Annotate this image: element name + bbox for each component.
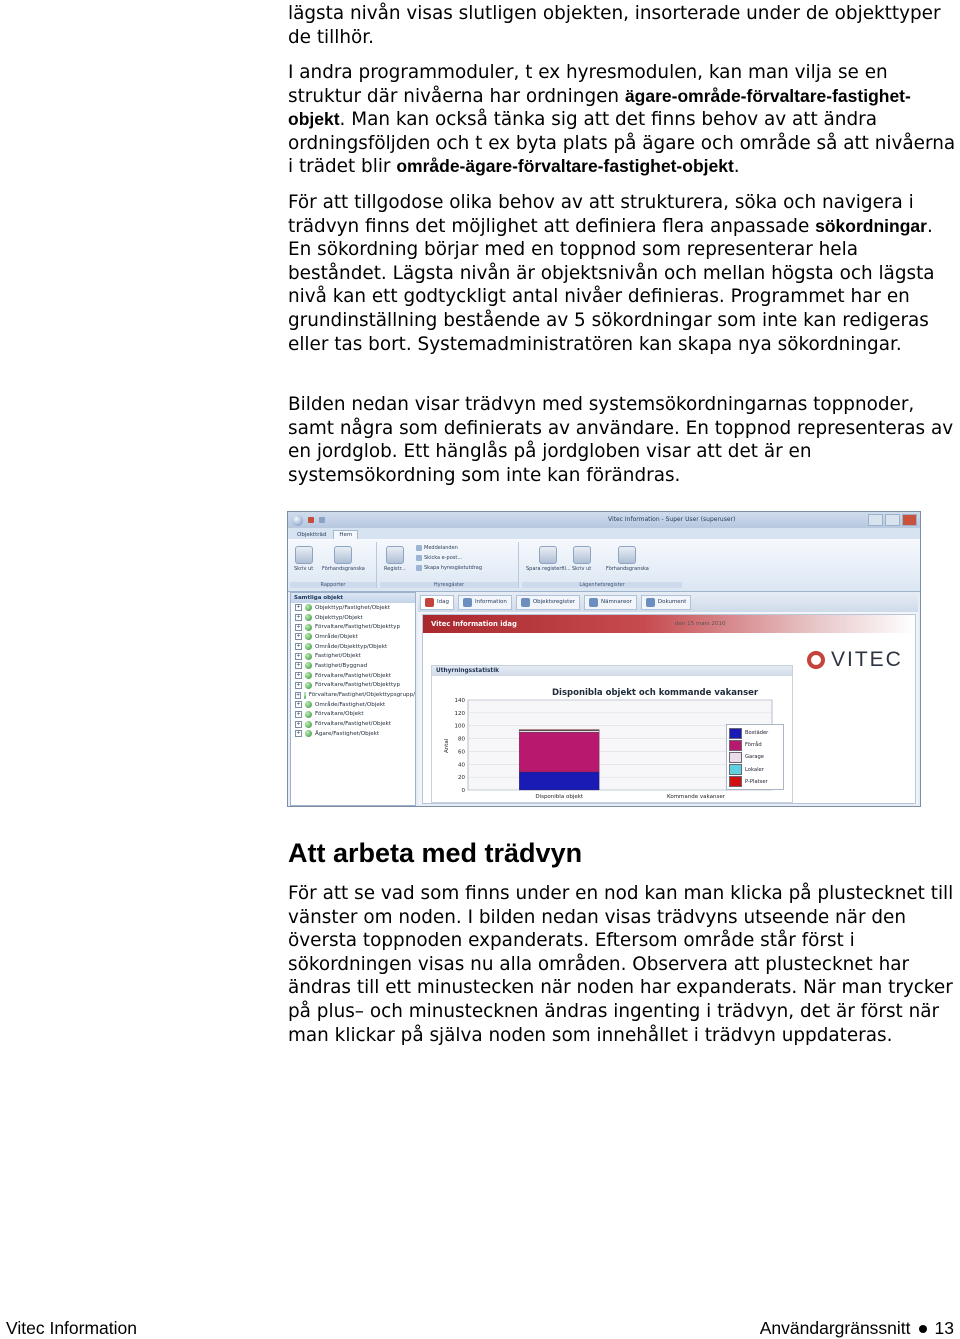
ribbon-group-apartments xyxy=(522,542,682,588)
bar-segment xyxy=(519,732,599,772)
quick-access-icon xyxy=(319,517,325,523)
tree-node-label: Objekttyp/Fastighet/Objekt xyxy=(315,604,391,611)
window-buttons xyxy=(868,514,917,526)
tree-node[interactable] xyxy=(291,603,415,613)
tree-node-label: Förvaltare/Fastighet/Objekt xyxy=(315,721,391,728)
legend-swatch xyxy=(729,740,742,751)
application-screenshot xyxy=(287,511,921,807)
tab-icon xyxy=(646,598,655,607)
tree-node[interactable] xyxy=(291,671,415,681)
globe-icon xyxy=(305,721,312,728)
today-panel xyxy=(422,614,916,804)
window-titlebar xyxy=(288,512,920,528)
expand-plus-icon[interactable]: + xyxy=(296,710,301,717)
printer-icon xyxy=(295,546,313,564)
tree-node-label: Förvaltare/Fastighet/Objekt xyxy=(315,672,391,679)
tree-node[interactable] xyxy=(291,690,415,700)
tree-node[interactable] xyxy=(291,632,415,642)
tab-icon xyxy=(425,598,434,607)
legend-swatch xyxy=(729,764,742,775)
register-label: Registr... xyxy=(384,566,406,572)
messages-label: Meddelanden xyxy=(424,545,458,551)
expand-plus-icon[interactable]: + xyxy=(296,662,301,669)
tab-icon xyxy=(521,598,530,607)
tree-list xyxy=(291,603,415,739)
preview-icon xyxy=(618,546,636,564)
legend-item xyxy=(729,751,781,763)
legend-swatch xyxy=(729,776,742,787)
globe-icon xyxy=(305,653,312,660)
page-number: 13 xyxy=(934,1318,954,1338)
globe-icon xyxy=(305,643,312,650)
y-tick-label: 80 xyxy=(458,736,465,743)
tree-node[interactable] xyxy=(291,642,415,652)
tree-node-label: Område/Fastighet/Objekt xyxy=(315,701,386,708)
today-date: den 15 mars 2010 xyxy=(675,621,726,627)
tree-node-label: Förvaltare/Fastighet/Objekttypsgrupp/ xyxy=(308,692,415,699)
bar-segment xyxy=(519,772,599,790)
email-button xyxy=(416,555,462,561)
save-register-label: Spara registerfil... xyxy=(526,566,571,572)
legend-label: Förråd xyxy=(745,742,762,749)
paragraph-text: I andra programmoduler, t ex hyresmodulen, kan man vilja se en struktur där nivåerna har ordningen xyxy=(288,62,888,107)
ribbon-tab-objekttrad: Objektträd xyxy=(297,532,327,538)
legend-item xyxy=(729,739,781,751)
tree-node-label: Förvaltare/Fastighet/Objekttyp xyxy=(315,624,401,631)
tree-node[interactable] xyxy=(291,729,415,739)
globe-icon xyxy=(305,633,312,640)
globe-icon xyxy=(305,701,312,708)
legend-item xyxy=(729,727,781,739)
tab-icon xyxy=(463,598,472,607)
ribbon-tabs xyxy=(288,528,920,539)
x-tick-label: Kommande vakanser xyxy=(667,794,725,800)
chart-legend xyxy=(726,724,784,790)
tree-node-label: Område/Objekt xyxy=(315,633,358,640)
expand-plus-icon[interactable]: + xyxy=(296,720,301,727)
legend-label: P-Platser xyxy=(745,778,768,785)
ribbon-group-tenants xyxy=(380,542,519,588)
save-register-button xyxy=(526,546,571,572)
print2-label: Skriv ut xyxy=(572,566,592,572)
message-icon xyxy=(416,545,422,551)
paragraph-text: Bilden nedan visar trädvyn med systemsökordningarnas toppnoder, samt några som definierats av användare. En toppnod representeras av en jordglob. Ett hänglås på jordgloben visar att det är en systemsökordning som inte kan förändras. xyxy=(288,394,954,486)
tree-node[interactable] xyxy=(291,661,415,671)
tree-header: Samtliga objekt xyxy=(291,593,415,603)
legend-swatch xyxy=(729,752,742,763)
group-label: Lägenhetsregister xyxy=(522,582,682,588)
expand-plus-icon[interactable]: + xyxy=(296,604,301,611)
minimize-icon xyxy=(868,514,883,526)
tab-label: Information xyxy=(474,599,507,605)
main-tab[interactable] xyxy=(516,595,580,610)
ribbon-group-reports xyxy=(290,542,377,588)
tree-node-label: Objekttyp/Objekt xyxy=(315,614,363,621)
main-tab[interactable] xyxy=(584,595,637,610)
globe-icon xyxy=(305,662,312,669)
section-heading: Att arbeta med trädvyn xyxy=(288,838,583,868)
preview-button xyxy=(322,546,365,572)
legend-item xyxy=(729,776,781,788)
register-button xyxy=(384,546,406,572)
today-title: Vitec Information idag xyxy=(423,615,915,633)
ribbon xyxy=(288,539,920,592)
bold-term: område-ägare-förvaltare-fastighet-objekt xyxy=(396,156,734,177)
tree-node-label: Förvaltare/Objekt xyxy=(315,711,364,718)
preview-label: Förhandsgranska xyxy=(322,566,365,572)
footer-left: Vitec Information xyxy=(6,1318,137,1338)
window-title: Vitec Information - Super User (superuser) xyxy=(608,516,736,523)
bar-segment xyxy=(519,730,599,731)
y-tick-label: 140 xyxy=(454,698,465,704)
paragraph-search-orders xyxy=(288,191,956,356)
main-tabs xyxy=(418,592,918,612)
expand-plus-icon[interactable]: + xyxy=(296,730,301,737)
expand-plus-icon[interactable]: + xyxy=(296,672,301,679)
tree-node[interactable] xyxy=(291,613,415,623)
tab-icon xyxy=(589,598,598,607)
tab-label: Nämnareor xyxy=(600,599,632,605)
paragraph-text: För att se vad som finns under en nod kan man klicka på plustecknet till vänster om noden. I bilden nedan visas trädvyns utseende när den översta toppnoden expanderats. Eftersom område står först i sökordningen visas nu alla områden. Observera att plustecknet har ändras till ett minustecken när noden har expanderats. När man trycker på plus– och minustecknen ändras ingenting i trädvyn, det är först när man klickar på själva noden som innehållet i trädvyn uppdateras. xyxy=(288,883,954,1046)
globe-icon xyxy=(305,730,312,737)
y-tick-label: 100 xyxy=(454,723,465,730)
tree-pane xyxy=(290,592,416,806)
expand-plus-icon[interactable]: + xyxy=(296,633,301,640)
paragraph-text: lägsta nivån visas slutligen objekten, insorterade under de objekttyper de tillhör. xyxy=(288,3,941,48)
tree-node[interactable] xyxy=(291,700,415,710)
expand-plus-icon[interactable]: + xyxy=(296,614,301,621)
footer-section: Användargränssnitt xyxy=(759,1318,911,1338)
ribbon-tab-hem: Hem xyxy=(333,530,358,539)
y-tick-label: 60 xyxy=(458,749,465,756)
globe-icon xyxy=(305,682,312,689)
logo-ring-icon xyxy=(807,651,825,669)
paragraph-text: För att tillgodose olika behov av att strukturera, söka och navigera i trädvyn finns det möjlighet att definiera flera anpassade xyxy=(288,192,914,237)
legend-label: Lokaler xyxy=(745,766,764,773)
group-label: Rapporter xyxy=(290,582,376,588)
paragraph-tree-usage xyxy=(288,882,956,1047)
rental-statistics xyxy=(431,665,793,803)
app-orb-icon xyxy=(292,515,303,526)
expand-plus-icon[interactable]: + xyxy=(296,623,301,630)
tree-node-label: Område/Objekttyp/Objekt xyxy=(315,643,388,650)
stat-header: Uthyrningsstatistik xyxy=(432,666,792,676)
tree-node[interactable] xyxy=(291,651,415,661)
close-icon xyxy=(902,514,917,526)
print-label: Skriv ut xyxy=(294,566,314,572)
main-tab[interactable] xyxy=(458,595,512,610)
preview-icon xyxy=(334,546,352,564)
print-button xyxy=(294,546,313,572)
preview2-button xyxy=(606,546,649,572)
document-icon xyxy=(416,565,422,571)
tree-node-label: Förvaltare/Fastighet/Objekttyp xyxy=(315,682,401,689)
tab-label: Idag xyxy=(437,599,449,605)
y-tick-label: 120 xyxy=(454,710,465,717)
paragraph-structure xyxy=(288,61,956,179)
preview2-label: Förhandsgranska xyxy=(606,566,649,572)
footer-right xyxy=(760,1318,954,1339)
globe-icon xyxy=(304,692,306,699)
legend-item xyxy=(729,764,781,776)
tenant-extract-button xyxy=(416,565,482,571)
tree-node-label: Fastighet/Objekt xyxy=(315,653,361,660)
vitec-logo xyxy=(807,648,903,672)
register-icon xyxy=(386,546,404,564)
x-tick-label: Disponibla objekt xyxy=(535,794,584,800)
main-tab[interactable] xyxy=(420,595,454,610)
paragraph-text: . xyxy=(733,156,740,178)
globe-icon xyxy=(305,672,312,679)
legend-label: Bostäder xyxy=(745,730,769,737)
paragraph-text: . En sökordning börjar med en toppnod som representerar hela beståndet. Lägsta nivån är objektsnivån och mellan högsta och lägsta nivå kan ett godtyckligt antal nivåer definieras. Programmet har en grundinställning bestående av 5 sökordningar som inte kan redigeras eller tas bort. Systemadministratören kan skapa nya sökordningar. xyxy=(288,215,935,355)
maximize-icon xyxy=(885,514,900,526)
save-icon xyxy=(539,546,557,564)
y-tick-label: 0 xyxy=(461,788,465,794)
tab-label: Dokument xyxy=(657,599,687,605)
bar-segment xyxy=(519,731,599,732)
bold-term: ägare-område-förvaltare-fastighet-objekt xyxy=(288,85,911,130)
logo-wordmark: VITEC xyxy=(831,648,903,671)
chart-title: Disponibla objekt och kommande vakanser xyxy=(552,688,759,698)
group-label: Hyresgäster xyxy=(380,582,518,588)
legend-label: Garage xyxy=(745,754,764,761)
expand-plus-icon[interactable]: + xyxy=(296,652,301,659)
legend-swatch xyxy=(729,728,742,739)
bold-term: sökordningar xyxy=(815,215,927,236)
print2-button xyxy=(572,546,591,572)
tree-node-label: Ägare/Fastighet/Objekt xyxy=(315,730,380,737)
main-pane xyxy=(418,592,918,804)
paragraph-text: . Man kan också tänka sig att det finns behov av att ändra ordningsföljden och t ex byta plats på ägare och område så att nivåerna i trädet blir xyxy=(288,109,956,178)
tenant-extract-label: Skapa hyresgästutdrag xyxy=(424,565,483,571)
printer-icon xyxy=(573,546,591,564)
y-axis-label: Antal xyxy=(444,738,450,753)
quick-access-icon xyxy=(308,517,314,523)
tree-node-label: Fastighet/Byggnad xyxy=(315,662,368,669)
expand-plus-icon[interactable]: + xyxy=(296,691,301,698)
messages-button xyxy=(416,545,458,551)
y-tick-label: 20 xyxy=(458,775,465,782)
y-tick-label: 40 xyxy=(458,762,465,769)
tree-node[interactable] xyxy=(291,710,415,720)
globe-icon xyxy=(305,604,312,611)
globe-icon xyxy=(305,711,312,718)
tree-node[interactable] xyxy=(291,681,415,691)
tab-label: Objektsregister xyxy=(532,599,575,605)
paragraph-levels xyxy=(288,2,956,49)
globe-icon xyxy=(305,624,312,631)
expand-plus-icon[interactable]: + xyxy=(296,701,301,708)
tree-node[interactable] xyxy=(291,622,415,632)
email-icon xyxy=(416,555,422,561)
globe-icon xyxy=(305,614,312,621)
expand-plus-icon[interactable]: + xyxy=(296,681,301,688)
footer-bullet xyxy=(919,1325,927,1333)
expand-plus-icon[interactable]: + xyxy=(296,643,301,650)
paragraph-image-intro xyxy=(288,393,956,487)
main-tab[interactable] xyxy=(641,595,692,610)
tree-node[interactable] xyxy=(291,719,415,729)
email-label: Skicka e-post... xyxy=(424,555,463,561)
